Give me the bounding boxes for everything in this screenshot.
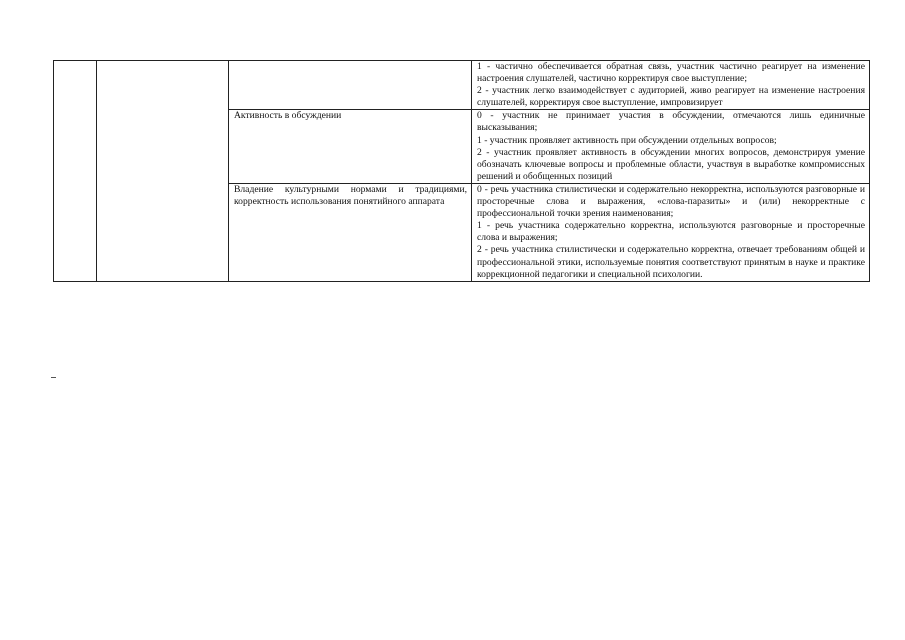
levels-cell (472, 183, 870, 281)
table-row-feedback (54, 61, 870, 110)
criterion-cell: Активность в обсуждении (229, 110, 472, 184)
levels-cell (472, 110, 870, 184)
level-2-description: 2 - участник легко взаимодействует с аудиторией, живо реагирует на изменение настроения слушателей, корректируя свое выступление, импровизирует (477, 85, 865, 109)
level-0-description: 0 - речь участника стилистически и содержательно некорректна, используются разговорные и просторечные слова и выражения, «слова-паразиты» и (или) некорректные с профессиональной точки зрения наименования; (477, 183, 865, 220)
level-1-description: 1 - речь участника содержательно корректна, используются разговорные и просторечные слова и выражения; (477, 220, 865, 244)
level-0-description: 0 - участник не принимает участия в обсуждении, отмечаются лишь единичные высказывания; (477, 110, 865, 134)
levels-cell (472, 61, 870, 110)
competency-cell (97, 61, 229, 282)
criterion-cell: Владение культурными нормами и традициями, корректность использования понятийного аппарата (229, 183, 472, 281)
level-1-description: 1 - участник проявляет активность при обсуждении отдельных вопросов; (477, 134, 777, 146)
number-cell (54, 61, 97, 282)
level-2-description: 2 - участник проявляет активность в обсуждении многих вопросов, демонстрируя умение обозначать ключевые вопросы и проблемные области, участвуя в выработке компромиссных решений и обобщенных позиций (477, 146, 865, 182)
criterion-cell (229, 61, 472, 110)
assessment-criteria-table (53, 60, 870, 282)
level-1-description: 1 - частично обеспечивается обратная связь, участник частично реагирует на изменение настроения слушателей, частично корректируя свое выступление; (477, 61, 865, 85)
page-margin-mark (51, 377, 56, 378)
level-2-description: 2 - речь участника стилистически и содержательно корректна, отвечает требованиям общей и профессиональной этики, используемые понятия соответствуют принятым в науке и практике коррекционной педагогики и специальной психологии. (477, 244, 865, 280)
